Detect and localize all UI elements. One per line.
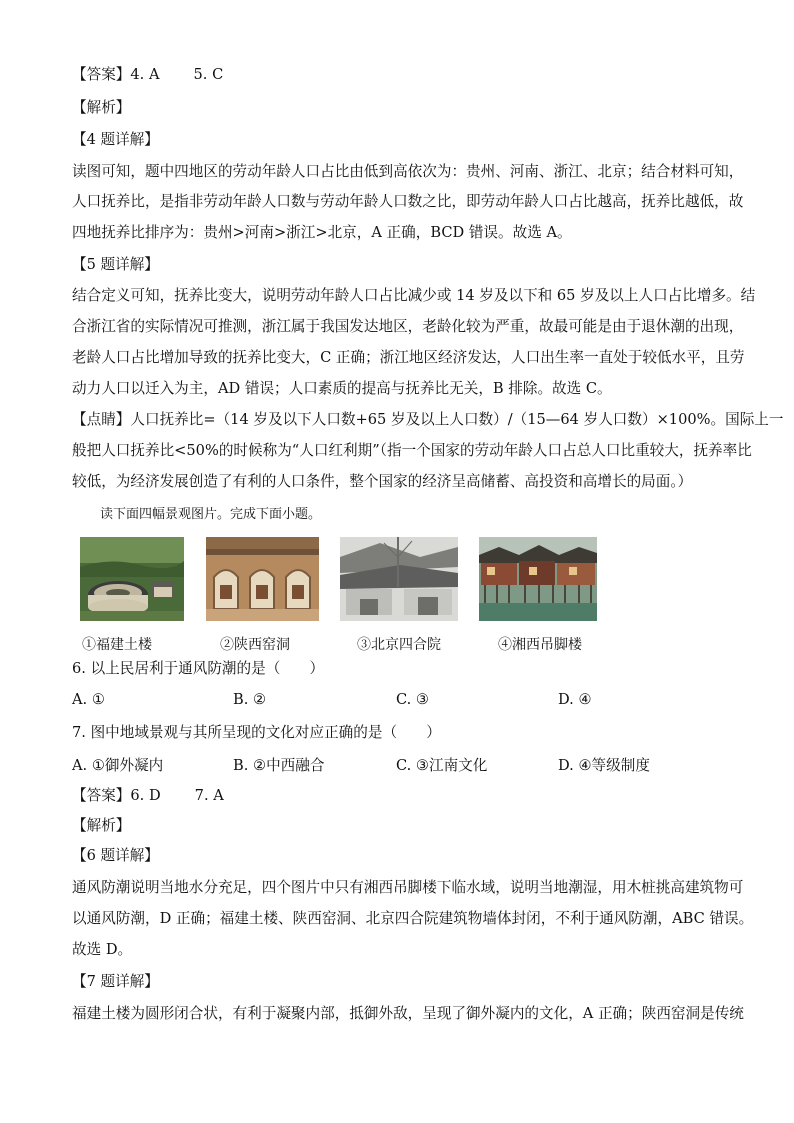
q6-option-b: B. ② [233,691,267,708]
answer-4: 4. A [130,66,160,83]
answer-7: 7. A [194,787,224,804]
analysis-label-2: 【解析】 [72,817,131,834]
q7-option-b: B. ②中西融合 [233,757,325,774]
detail-5-line-1: 结合定义可知，抚养比变大，说明劳动年龄人口占比减少或 14 岁及以下和 65 岁及以上人口占比增多。结 [72,287,756,304]
yaodong-photo [206,537,319,621]
answer-6: 6. D [130,787,161,804]
detail-4-line-2: 人口抚养比，是指非劳动年龄人口数与劳动年龄人口数之比，即劳动年龄人口占比越高，抚养比越低，故 [72,193,744,210]
q7-option-a: A. ①御外凝内 [72,757,164,774]
answer-line-6-7 [72,786,224,806]
detail-6-line-3: 故选 D。 [72,941,133,958]
q7-option-c: C. ③江南文化 [396,757,488,774]
tulou-photo [80,537,184,621]
detail-6-line-2: 以通风防潮，D 正确；福建土楼、陕西窑洞、北京四合院建筑物墙体封闭，不利于通风防潮，ABC 错误。 [72,910,754,927]
q7-option-d: D. ④等级制度 [558,757,650,774]
detail-4-line-3: 四地抚养比排序为：贵州>河南>浙江>北京，A 正确，BCD 错误。故选 A。 [72,224,572,241]
detail-5-line-2: 合浙江省的实际情况可推测，浙江属于我国发达地区，老龄化较为严重，故最可能是由于退休潮的出现， [72,318,744,335]
q6-stem: 6. 以上民居利于通风防潮的是（ ） [72,660,325,677]
detail-6-line-1: 通风防潮说明当地水分充足，四个图片中只有湘西吊脚楼下临水域，说明当地潮湿，用木桩挑高建筑物可 [72,879,744,896]
detail-5-line-3: 老龄人口占比增加导致的抚养比变大，C 正确；浙江地区经济发达，人口出生率一直处于较低水平，且劳 [72,349,745,366]
tip-line-1: 【点睛】人口抚养比=（14 岁及以下人口数+65 岁及以上人口数）/（15—64 岁人口数）×100%。国际上一 [72,411,784,428]
detail-7-title: 【7 题详解】 [72,973,159,990]
caption-3: ③北京四合院 [357,637,441,653]
caption-1: ①福建土楼 [82,637,152,653]
answer-5: 5. C [193,66,224,83]
q6-option-d: D. ④ [558,691,592,708]
caption-2: ②陕西窑洞 [220,637,290,653]
detail-4-line-1: 读图可知，题中四地区的劳动年龄人口占比由低到高依次为：贵州、河南、浙江、北京；结合材料可知， [72,163,744,180]
question-intro: 读下面四幅景观图片。完成下面小题。 [100,507,322,522]
diaojiaolou-photo [479,537,597,621]
tip-line-2: 般把人口抚养比<50%的时候称为“人口红利期”（指一个国家的劳动年龄人口占总人口比重较大，抚养率比 [72,442,752,459]
detail-6-title: 【6 题详解】 [72,847,159,864]
detail-5-title: 【5 题详解】 [72,256,159,273]
detail-5-line-4: 动力人口以迁入为主，AD 错误；人口素质的提高与抚养比无关，B 排除。故选 C。 [72,380,612,397]
caption-4: ④湘西吊脚楼 [498,637,582,653]
analysis-label-1: 【解析】 [72,99,131,116]
q6-option-c: C. ③ [396,691,430,708]
picture-captions [0,634,794,654]
answer-label-2: 【答案】 [72,787,131,804]
q6-option-a: A. ① [72,691,105,708]
answer-label: 【答案】 [72,66,131,83]
detail-7-line-1: 福建土楼为圆形闭合状，有利于凝聚内部，抵御外敌，呈现了御外凝内的文化，A 正确；陕西窑洞是传统 [72,1005,744,1022]
siheyuan-photo [340,537,458,621]
tip-line-3: 较低，为经济发展创造了有利的人口条件，整个国家的经济呈高储蓄、高投资和高增长的局面。） [72,473,693,490]
answer-line-4-5 [72,65,223,85]
detail-4-title: 【4 题详解】 [72,131,159,148]
q7-stem: 7. 图中地域景观与其所呈现的文化对应正确的是（ ） [72,724,441,741]
